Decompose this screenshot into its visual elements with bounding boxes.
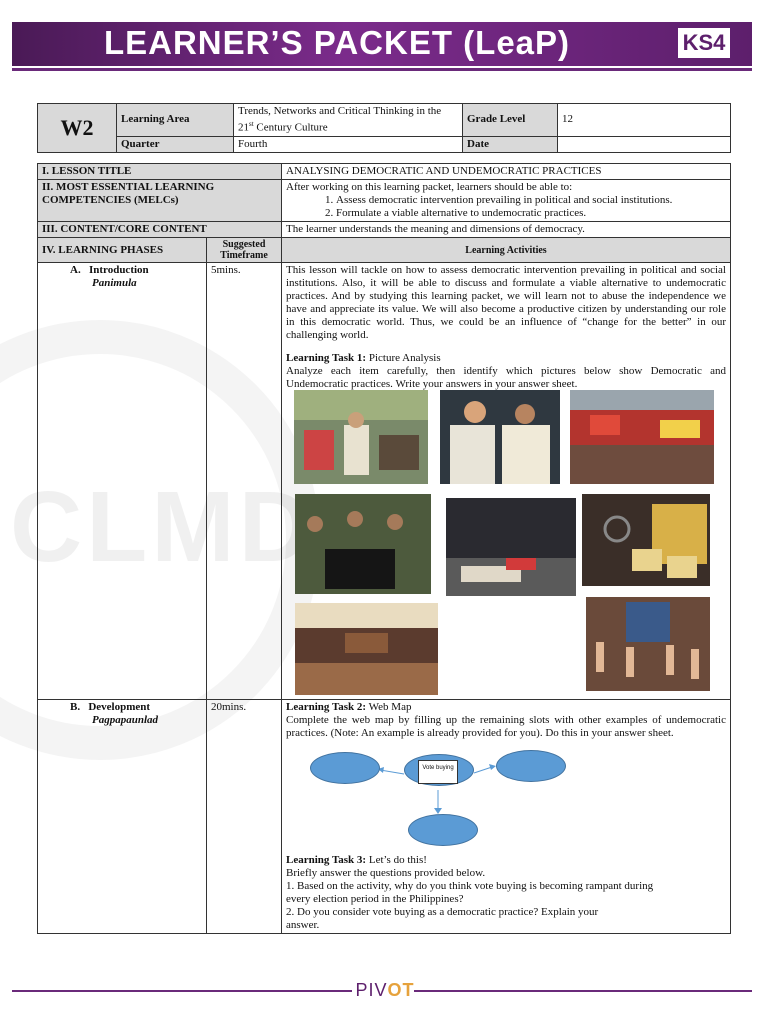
web-map-slot-right (496, 750, 566, 782)
footer-logo: PIVOT (355, 980, 415, 1000)
timeframe-header: Suggested Timeframe (207, 238, 282, 263)
melc-content (282, 180, 731, 222)
date-value (558, 136, 731, 152)
week-label: W2 (38, 104, 117, 153)
phase-introduction (38, 263, 207, 700)
phases-header: IV. LEARNING PHASES (38, 238, 207, 263)
quarter-label: Quarter (117, 136, 234, 152)
phase-letter: A. (70, 264, 81, 276)
question-2: 2. Do you consider vote buying as a democratic practice? Explain your answer. (286, 906, 599, 931)
task-instructions: Analyze each item carefully, then identify which pictures below show Democratic and Undemocratic practices. Write your answers in your answer sheet. (286, 365, 726, 390)
web-map-slot-left (310, 752, 380, 784)
phase-development (38, 700, 207, 934)
lesson-title-label: I. LESSON TITLE (38, 164, 282, 180)
task-label: Learning Task 3: (286, 854, 367, 866)
grade-level-value: 12 (558, 104, 731, 137)
photo-street-protest (570, 390, 714, 484)
phase-name: Introduction (88, 264, 149, 276)
task-title: Picture Analysis (368, 352, 441, 364)
phase-time: 5mins. (207, 263, 282, 700)
task-label: Learning Task 2: (286, 701, 367, 713)
task-title: Let’s do this! (368, 854, 427, 866)
melc-list (286, 194, 726, 220)
task3-intro: Briefly answer the questions provided below. (286, 867, 486, 879)
photo-handcuffs-money (582, 494, 710, 586)
photo-armed-militants (295, 494, 431, 594)
date-label: Date (463, 136, 558, 152)
web-map-slot-bottom (408, 814, 478, 846)
watermark-text: CLMD (10, 471, 315, 583)
content-value: The learner understands the meaning and dimensions of democracy. (282, 222, 731, 238)
melc-item: 1. Assess democratic intervention prevailing in political and social institutions. (336, 194, 726, 207)
header-banner (12, 22, 752, 66)
learning-area-value: Trends, Networks and Critical Thinking in the 21st Century Culture (234, 104, 463, 137)
melc-label: II. MOST ESSENTIAL LEARNING COMPETENCIES (MELCs) (38, 180, 282, 222)
header-badge: KS4 (678, 28, 730, 58)
learning-area-label: Learning Area (117, 104, 234, 137)
quarter-value: Fourth (234, 136, 463, 152)
introduction-paragraph: This lesson will tackle on how to assess democratic intervention prevailing in political and social institutions. Also, it will be able to discuss and formulate a viable alternative to undemocratic practices. And by studying this learning packet, we will learn not to abuse the independence we have and appreciate its value. We will also become a productive citizen by understanding our role in this democratic world. Thus, we could be an influence of “change for the better” in our challenging world. (286, 264, 726, 341)
photo-voting-precinct (294, 390, 428, 484)
phase-subname: Pagpapaunlad (92, 714, 159, 726)
content-label: III. CONTENT/CORE CONTENT (38, 222, 282, 238)
info-table (37, 103, 731, 153)
photo-crime-scene (446, 498, 576, 596)
activities-header: Learning Activities (282, 238, 731, 263)
photo-leaders-meeting (440, 390, 560, 484)
task-instructions: Complete the web map by filling up the remaining slots with other examples of undemocratic practices. (Note: An example is already provided for you). Do this in your answer sheet. (286, 714, 726, 739)
question-1: 1. Based on the activity, why do you think vote buying is becoming rampant during every election period in the Philippines? (286, 880, 654, 905)
header-divider (12, 68, 752, 71)
footer-divider (12, 990, 352, 992)
web-map-center-label: Vote buying (418, 760, 458, 784)
photo-voting-hands (586, 597, 710, 691)
phase-letter: B. (70, 701, 81, 713)
phase-name: Development (88, 701, 151, 713)
phase-time: 20mins. (207, 700, 282, 934)
task-label: Learning Task 1: (286, 352, 367, 364)
task-title: Web Map (368, 701, 412, 713)
lesson-title-value: ANALYSING DEMOCRATIC AND UNDEMOCRATIC PRACTICES (282, 164, 731, 180)
footer-divider (414, 990, 752, 992)
photo-legislative-session (295, 603, 438, 695)
header-title: LEARNER’S PACKET (LeaP) (103, 24, 571, 61)
grade-level-label: Grade Level (463, 104, 558, 137)
melc-intro: After working on this learning packet, learners should be able to: (286, 181, 573, 193)
phase-subname: Panimula (92, 277, 137, 289)
melc-item: 2. Formulate a viable alternative to undemocratic practices. (336, 207, 726, 220)
